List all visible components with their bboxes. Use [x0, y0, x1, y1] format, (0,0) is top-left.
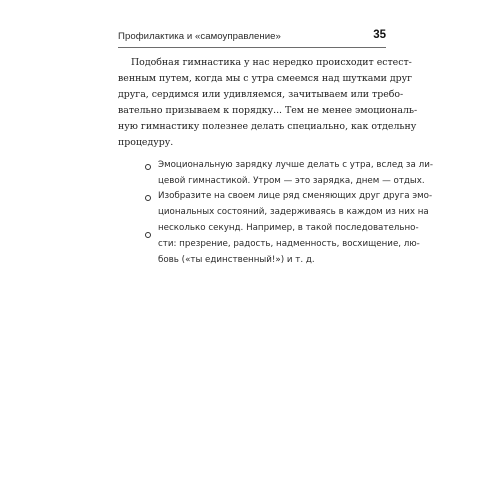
running-title: Профилактика и «самоуправление»	[118, 31, 281, 42]
text-line: бовь («ты единственный!») и т. д.	[158, 255, 315, 265]
bullet-circle-icon	[145, 195, 151, 201]
text-line: Изобразите на своем лице ряд сменяющих друг друга эмо-	[158, 191, 433, 201]
text-line: процедуру.	[118, 137, 174, 148]
text-line: друга, сердимся или удивляемся, зачитываем или требо-	[118, 89, 404, 100]
text-line: сти: презрение, радость, надменность, восхищение, лю-	[158, 239, 420, 249]
text-line: венным путем, когда мы с утра смеемся над шутками друг	[118, 73, 413, 84]
text-line: Эмоциональную зарядку лучше делать с утра, вслед за ли-	[158, 160, 433, 170]
running-head	[118, 27, 386, 48]
text-line: несколько секунд. Например, в такой последовательно-	[158, 223, 419, 233]
page-number: 35	[373, 29, 386, 41]
text-line: вательно призываем к порядку... Тем не менее эмоциональ-	[118, 105, 418, 116]
bullet-circle-icon	[145, 164, 151, 170]
text-line: циональных состояний, задерживаясь в каждом из них на	[158, 207, 429, 217]
text-line: цевой гимнастикой. Утром — это зарядка, днем — отдых.	[158, 176, 425, 186]
bullet-circle-icon	[145, 232, 151, 238]
text-line: ную гимнастику полезнее делать специально, как отдельну	[118, 121, 417, 132]
text-line: Подобная гимнастика у нас нередко происходит естест-	[131, 57, 412, 68]
